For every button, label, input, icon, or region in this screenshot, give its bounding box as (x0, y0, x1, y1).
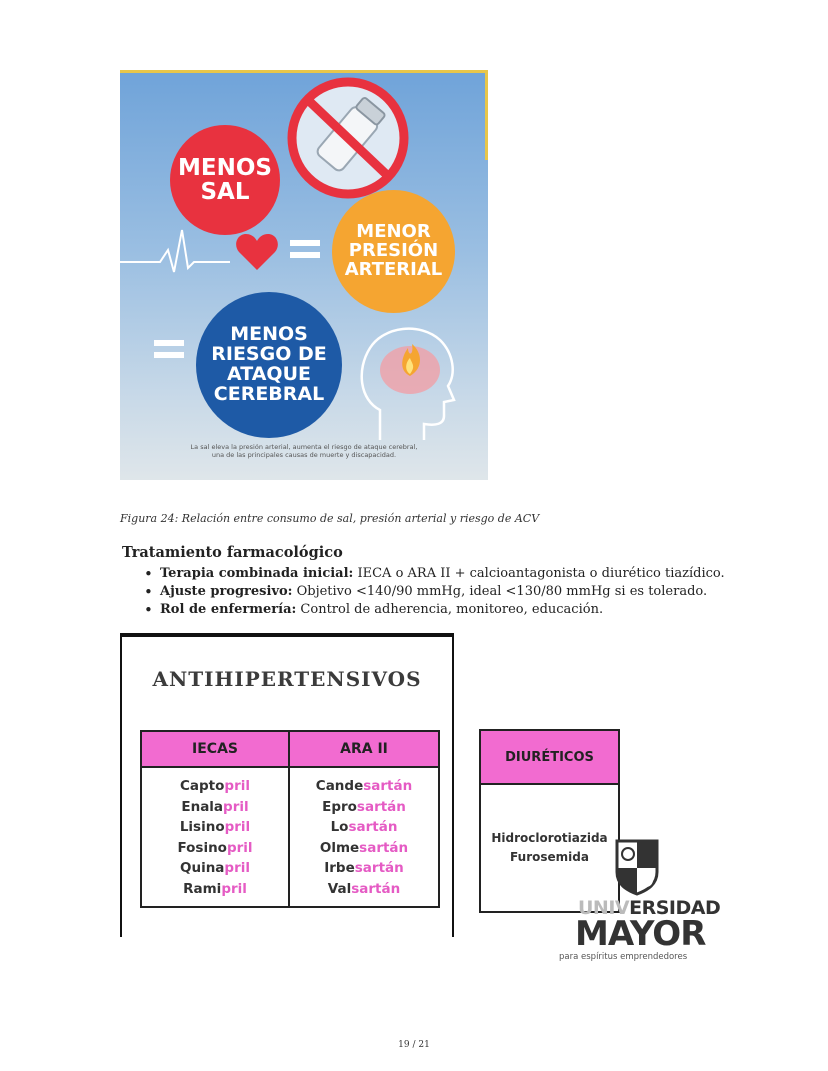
list-item-text: Objetivo <140/90 mmHg, ideal <130/80 mmHg si es tolerado. (292, 584, 708, 599)
drug-item: Hidroclorotiazida (491, 831, 608, 845)
drug-suffix: sartán (363, 778, 413, 794)
university-shield-logo-icon (614, 838, 660, 896)
drug-item (290, 858, 438, 879)
infographic-top-border (120, 70, 488, 73)
drug-item (142, 776, 288, 797)
drug-suffix: pril (224, 778, 250, 794)
drug-item (290, 776, 438, 797)
drug-item (290, 879, 438, 900)
equals-sign-icon (154, 338, 184, 360)
diuretics-table (479, 729, 620, 913)
menor-presion-circle: MENOR PRESIÓN ARTERIAL (332, 190, 455, 313)
drug-item (290, 797, 438, 818)
drug-suffix: pril (223, 798, 249, 815)
section-title: Tratamiento farmacológico (122, 544, 343, 561)
drug-root: Quina (179, 860, 225, 876)
logo-text-top-faded: UNIV (578, 897, 630, 919)
drug-item (142, 797, 288, 818)
drug-suffix: pril (224, 819, 251, 835)
list-item (142, 565, 725, 583)
drug-root: Capto (180, 778, 225, 794)
logo-text-top-main: ERSIDAD (629, 897, 721, 919)
drug-suffix: sartán (351, 880, 401, 897)
table-header-iecas: IECAS (142, 732, 290, 768)
list-item (142, 601, 725, 619)
drug-item (290, 817, 438, 838)
drug-suffix: sartán (354, 860, 404, 876)
drug-suffix: sartán (348, 819, 398, 835)
head-brain-icon (350, 300, 470, 450)
drug-root: Fosino (177, 839, 227, 856)
drug-root: Epro (322, 798, 357, 815)
figure-caption: Figura 24: Relación entre consumo de sal, presión arterial y riesgo de ACV (120, 512, 540, 525)
drug-suffix: pril (221, 880, 247, 897)
table-header-ara2: ARA II (290, 732, 438, 768)
antihypertensives-title: ANTIHIPERTENSIVOS (152, 667, 422, 691)
equals-sign-icon (290, 238, 320, 260)
drug-root: Olme (319, 839, 360, 856)
infographic-caption-line: una de las principales causas de muerte y discapacidad. (211, 451, 397, 460)
drug-item (142, 838, 288, 859)
drug-root: Lisino (179, 819, 225, 835)
drug-suffix: pril (226, 839, 253, 856)
logo-tagline: para espíritus emprendedores (559, 952, 688, 962)
list-item (142, 583, 725, 601)
drug-item (142, 817, 288, 838)
table-header-diureticos: DIURÉTICOS (481, 731, 618, 785)
diuretics-list (481, 785, 618, 867)
drug-item (142, 858, 288, 879)
infographic-caption-line: La sal eleva la presión arterial, aumenta el riesgo de ataque cerebral, (190, 443, 418, 451)
drug-root: Val (327, 880, 352, 897)
ara2-column (290, 768, 438, 906)
page-number: 19 / 21 (398, 1040, 430, 1050)
iecas-column (142, 768, 290, 906)
infographic-right-border (485, 70, 488, 160)
menos-riesgo-circle: MENOS RIESGO DE ATAQUE CEREBRAL (196, 292, 342, 438)
antihypertensives-panel (120, 633, 454, 937)
no-salt-shaker-icon (284, 74, 412, 202)
salt-infographic (120, 70, 488, 480)
list-item-text: IECA o ARA II + calcioantagonista o diurético tiazídico. (353, 566, 725, 581)
drug-suffix: sartán (356, 798, 406, 815)
drug-root: Rami (183, 880, 222, 897)
drug-root: Lo (330, 819, 349, 835)
menos-sal-circle: MENOS SAL (170, 125, 280, 235)
list-item-label: Ajuste progresivo: (160, 584, 293, 599)
list-item-label: Rol de enfermería: (160, 602, 297, 617)
list-item-label: Terapia combinada inicial: (160, 566, 354, 581)
drug-item (290, 838, 438, 859)
drug-item (142, 879, 288, 900)
drug-suffix: pril (224, 860, 250, 876)
drug-item: Furosemida (510, 850, 589, 864)
drug-suffix: sartán (359, 839, 409, 856)
drug-root: Cande (315, 778, 364, 794)
drug-table (140, 730, 440, 908)
heart-icon (233, 228, 281, 276)
drug-root: Irbe (324, 860, 355, 876)
list-item-text: Control de adherencia, monitoreo, educación. (296, 602, 604, 617)
drug-root: Enala (181, 798, 224, 815)
infographic-caption (138, 443, 470, 460)
treatment-list (142, 565, 725, 619)
logo-text-mayor: MAYOR (575, 914, 706, 954)
